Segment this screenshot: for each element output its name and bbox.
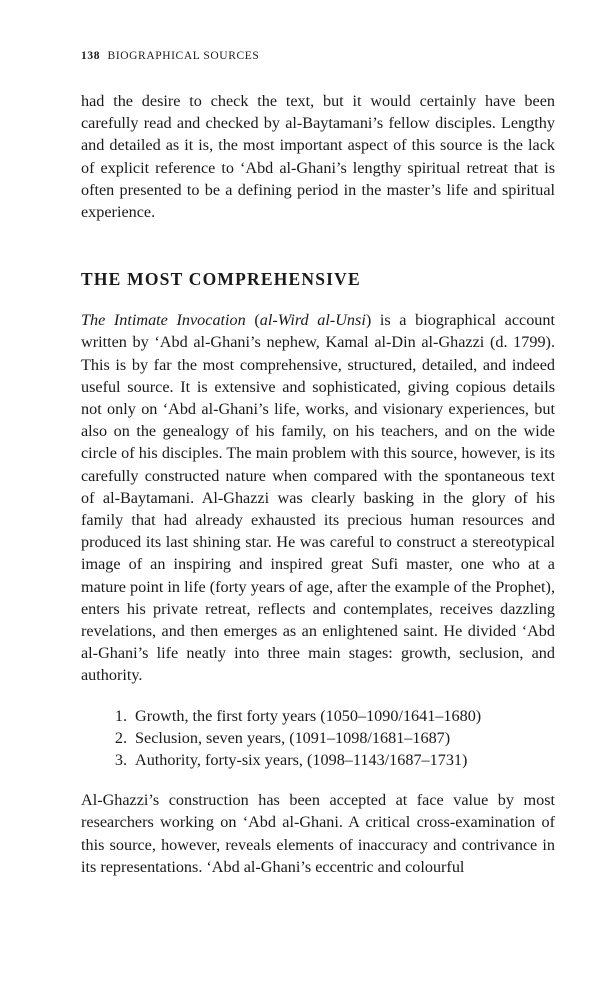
running-head — [81, 46, 555, 66]
page-number: 138 — [81, 50, 101, 62]
paragraph-construction: Al-Ghazzi’s construction has been accepted at face value by most researchers working on ‘Abd al-Ghani. A critical cross-examination of this source, however, reveals elements of inaccuracy and contrivance in its representations. ‘Abd al-Ghani’s eccentric and colourful — [81, 791, 555, 876]
list-item — [81, 727, 555, 749]
running-head-title: BIOGRAPHICAL SOURCES — [107, 50, 260, 62]
list-item-text: Seclusion, seven years, (1091–1098/1681–1687) — [135, 728, 451, 747]
list-item-number: 3. — [114, 751, 127, 770]
paragraph-body: ) is a biographical account written by ‘Abd al-Ghani’s nephew, Kamal al-Din al-Ghazzi (d. 1799). This is by far the most comprehensive, structured, detailed, and indeed useful source. It is extensive and sophisticated, giving copious details not only on ‘Abd al-Ghani’s life, works, and visionary experiences, but also on the genealogy of his family, on his teachers, and on the wide circle of his disciples. The main problem with this source, however, is its carefully constructed nature when compared with the spontaneous text of al-Baytamani. Al-Ghazzi was clearly basking in the glory of his family that had already exhausted its precious human resources and produced its last shining star. He was careful to construct a stereotypical image of an inspiring and inspired great Sufi master, one who at a mature point in life (forty years of age, after the example of the Prophet), enters his private retreat, reflects and contemplates, receives dazzling revelations, and then emerges as an enlightened saint. He divided ‘Abd al-Ghani’s life neatly into three main stages: growth, seclusion, and authority. — [81, 311, 555, 685]
list-item-text: Authority, forty-six years, (1098–1143/1687–1731) — [135, 751, 468, 770]
list-item — [81, 705, 555, 727]
book-page — [81, 46, 555, 878]
open-paren: ( — [245, 311, 260, 330]
book-title: The Intimate Invocation — [81, 311, 246, 330]
list-item-number: 2. — [114, 728, 127, 747]
list-item-number: 1. — [114, 706, 127, 725]
arabic-title: al-Wird al-Unsi — [259, 311, 366, 330]
paragraph-intimate-invocation — [81, 309, 555, 686]
paragraph-retreat: had the desire to check the text, but it would certainly have been carefully read and checked by al-Baytamani’s fellow disciples. Lengthy and detailed as it is, the most important aspect of this source is the lack of explicit reference to ‘Abd al-Ghani’s lengthy spiritual retreat that is often presented to be a defining period in the master’s life and spiritual experience. — [81, 92, 555, 222]
list-item — [81, 749, 555, 771]
list-item-text: Growth, the first forty years (1050–1090/1641–1680) — [135, 706, 482, 725]
section-heading: THE MOST COMPREHENSIVE — [81, 269, 361, 290]
life-stages-list — [81, 705, 555, 772]
